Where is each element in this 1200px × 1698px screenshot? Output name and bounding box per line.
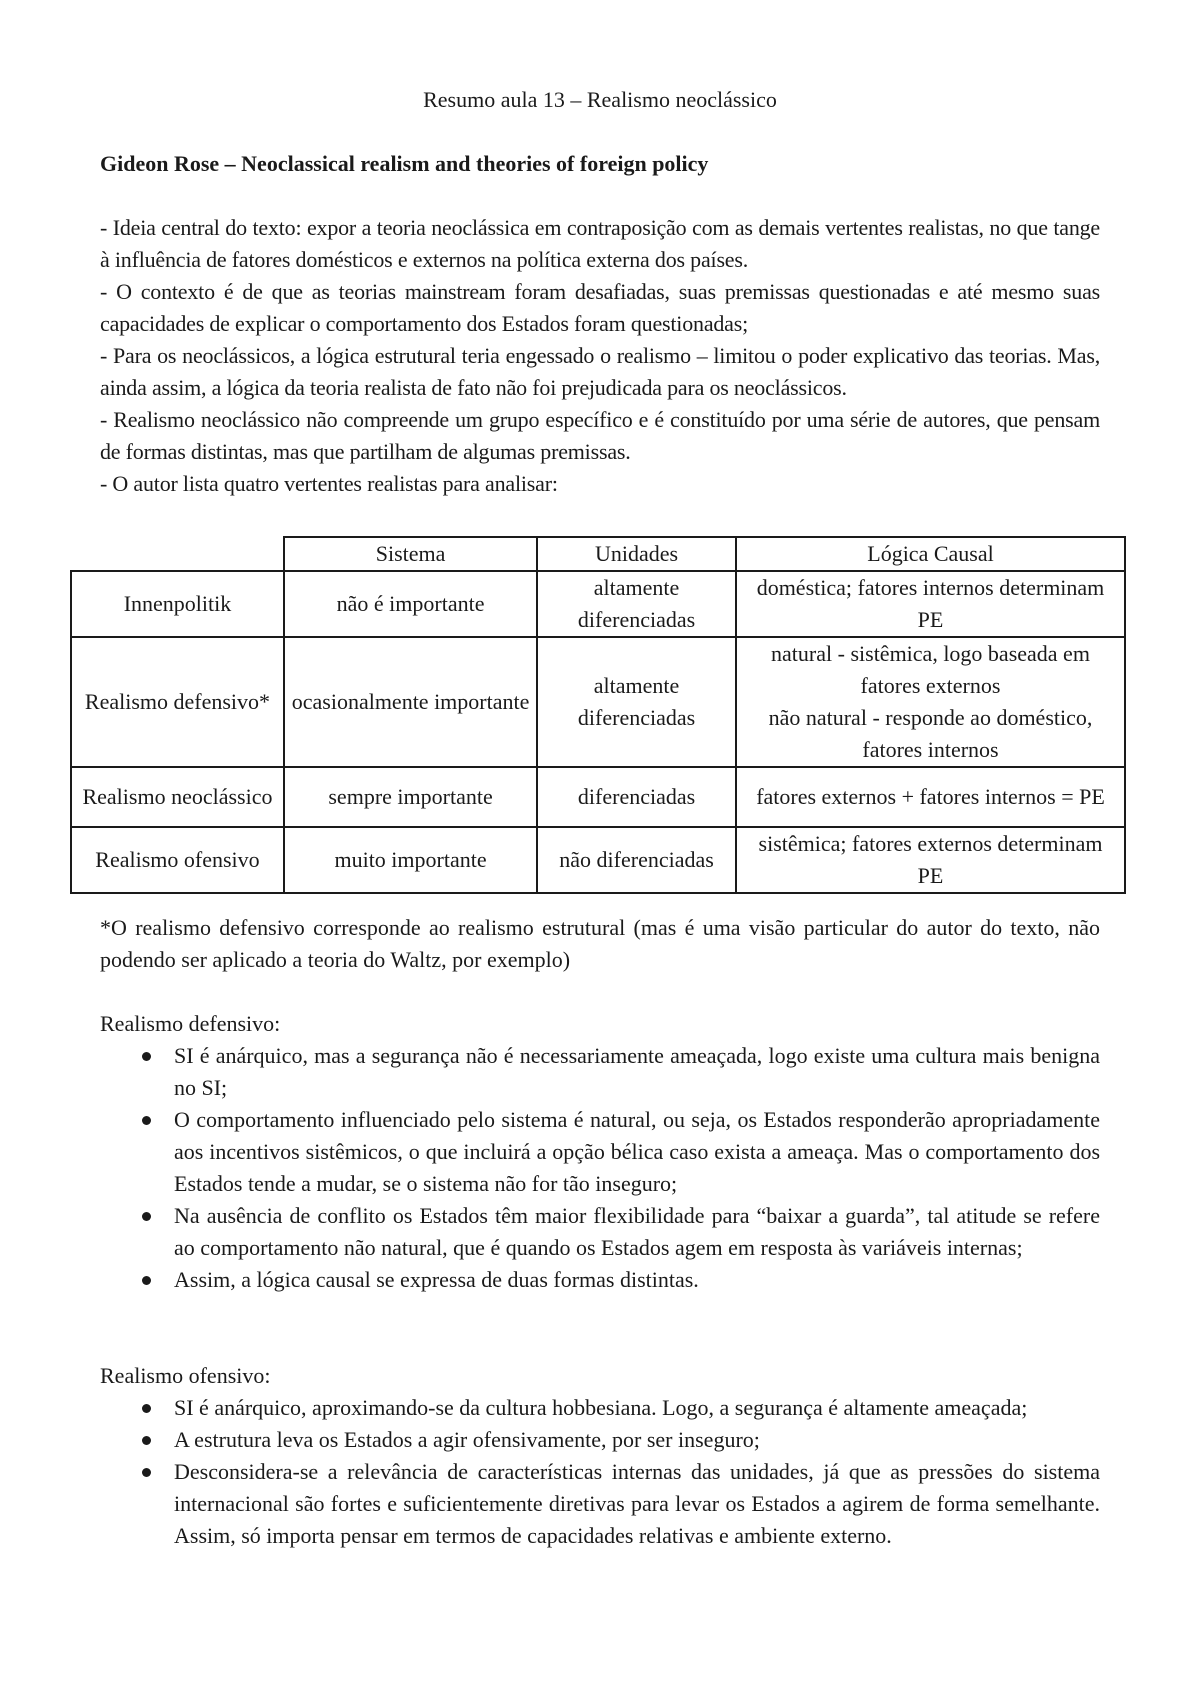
table-header-unidades: Unidades bbox=[537, 537, 736, 571]
bullet-icon bbox=[142, 1212, 151, 1221]
table-cell-unidades: diferenciadas bbox=[537, 767, 736, 827]
table-cell-unidades: altamente diferenciadas bbox=[537, 637, 736, 767]
table-row-label: Realismo ofensivo bbox=[71, 827, 284, 893]
table-row bbox=[71, 571, 1125, 637]
document-title: Resumo aula 13 – Realismo neoclássico bbox=[423, 87, 777, 112]
list-item bbox=[100, 1264, 1100, 1296]
bullet-icon bbox=[142, 1404, 151, 1413]
intro-paragraphs bbox=[100, 212, 1100, 500]
table-cell-logica: fatores externos + fatores internos = PE bbox=[736, 767, 1125, 827]
table-cell-logica: doméstica; fatores internos determinam PE bbox=[736, 571, 1125, 637]
table-cell-unidades: não diferenciadas bbox=[537, 827, 736, 893]
bullet-icon bbox=[142, 1276, 151, 1285]
offensive-realism-list bbox=[100, 1392, 1100, 1552]
list-item bbox=[100, 1456, 1100, 1552]
table-row bbox=[71, 827, 1125, 893]
table-cell-sistema: não é importante bbox=[284, 571, 537, 637]
table-row-label: Innenpolitik bbox=[71, 571, 284, 637]
list-item bbox=[100, 1104, 1100, 1200]
table-corner-cell bbox=[71, 537, 284, 571]
list-item bbox=[100, 1424, 1100, 1456]
list-item-text: Desconsidera-se a relevância de características internas das unidades, já que as pressões do sistema internacional são fortes e suficientemente diretivas para levar os Estados a agirem de forma semelhante. Assim, só importa pensar em termos de capacidades relativas e ambiente externo. bbox=[174, 1459, 1100, 1548]
list-item-text: Assim, a lógica causal se expressa de duas formas distintas. bbox=[174, 1267, 699, 1292]
table-cell-logica: natural - sistêmica, logo baseada em fatores externos não natural - responde ao doméstico, fatores internos bbox=[736, 637, 1125, 767]
table-row-label: Realismo neoclássico bbox=[71, 767, 284, 827]
paragraph: - O contexto é de que as teorias mainstream foram desafiadas, suas premissas questionadas e até mesmo suas capacidades de explicar o comportamento dos Estados foram questionadas; bbox=[100, 279, 1100, 336]
table-cell-sistema: sempre importante bbox=[284, 767, 537, 827]
paragraph: - Realismo neoclássico não compreende um grupo específico e é constituído por uma série de autores, que pensam de formas distintas, mas que partilham de algumas premissas. bbox=[100, 407, 1100, 464]
table-row bbox=[71, 767, 1125, 827]
paragraph: - O autor lista quatro vertentes realistas para analisar: bbox=[100, 471, 558, 496]
list-item-text: A estrutura leva os Estados a agir ofensivamente, por ser inseguro; bbox=[174, 1427, 760, 1452]
paragraph: - Para os neoclássicos, a lógica estrutural teria engessado o realismo – limitou o poder explicativo das teorias. Mas, ainda assim, a lógica da teoria realista de fato não foi prejudicada para os neoclássicos. bbox=[100, 343, 1100, 400]
table-cell-sistema: ocasionalmente importante bbox=[284, 637, 537, 767]
list-item bbox=[100, 1392, 1100, 1424]
offensive-realism-label: Realismo ofensivo: bbox=[100, 1363, 271, 1388]
table-row-label: Realismo defensivo* bbox=[71, 637, 284, 767]
defensive-realism-label: Realismo defensivo: bbox=[100, 1011, 281, 1036]
bullet-icon bbox=[142, 1468, 151, 1477]
list-item bbox=[100, 1200, 1100, 1264]
table-cell-logica: sistêmica; fatores externos determinam PE bbox=[736, 827, 1125, 893]
defensive-realism-list bbox=[100, 1040, 1100, 1296]
list-item bbox=[100, 1040, 1100, 1104]
section-heading: Gideon Rose – Neoclassical realism and theories of foreign policy bbox=[100, 151, 709, 176]
list-item-text: O comportamento influenciado pelo sistema é natural, ou seja, os Estados responderão apropriadamente aos incentivos sistêmicos, o que incluirá a opção bélica caso exista a ameaça. Mas o comportamento dos Estados tende a mudar, se o sistema não for tão inseguro; bbox=[174, 1107, 1100, 1196]
table-header-sistema: Sistema bbox=[284, 537, 537, 571]
table-cell-unidades: altamente diferenciadas bbox=[537, 571, 736, 637]
list-item-text: SI é anárquico, mas a segurança não é necessariamente ameaçada, logo existe uma cultura mais benigna no SI; bbox=[174, 1043, 1100, 1100]
table-header-logica: Lógica Causal bbox=[736, 537, 1125, 571]
paragraph: - Ideia central do texto: expor a teoria neoclássica em contraposição com as demais vertentes realistas, no que tange à influência de fatores domésticos e externos na política externa dos países. bbox=[100, 215, 1100, 272]
list-item-text: SI é anárquico, aproximando-se da cultura hobbesiana. Logo, a segurança é altamente ameaçada; bbox=[174, 1395, 1028, 1420]
table-row bbox=[71, 637, 1125, 767]
bullet-icon bbox=[142, 1436, 151, 1445]
realism-comparison-table bbox=[70, 536, 1126, 894]
bullet-icon bbox=[142, 1052, 151, 1061]
table-footnote: *O realismo defensivo corresponde ao realismo estrutural (mas é uma visão particular do autor do texto, não podendo ser aplicado a teoria do Waltz, por exemplo) bbox=[100, 915, 1100, 972]
table-cell-sistema: muito importante bbox=[284, 827, 537, 893]
bullet-icon bbox=[142, 1116, 151, 1125]
table-header-row bbox=[71, 537, 1125, 571]
list-item-text: Na ausência de conflito os Estados têm maior flexibilidade para “baixar a guarda”, tal atitude se refere ao comportamento não natural, que é quando os Estados agem em resposta às variáveis internas; bbox=[174, 1203, 1100, 1260]
